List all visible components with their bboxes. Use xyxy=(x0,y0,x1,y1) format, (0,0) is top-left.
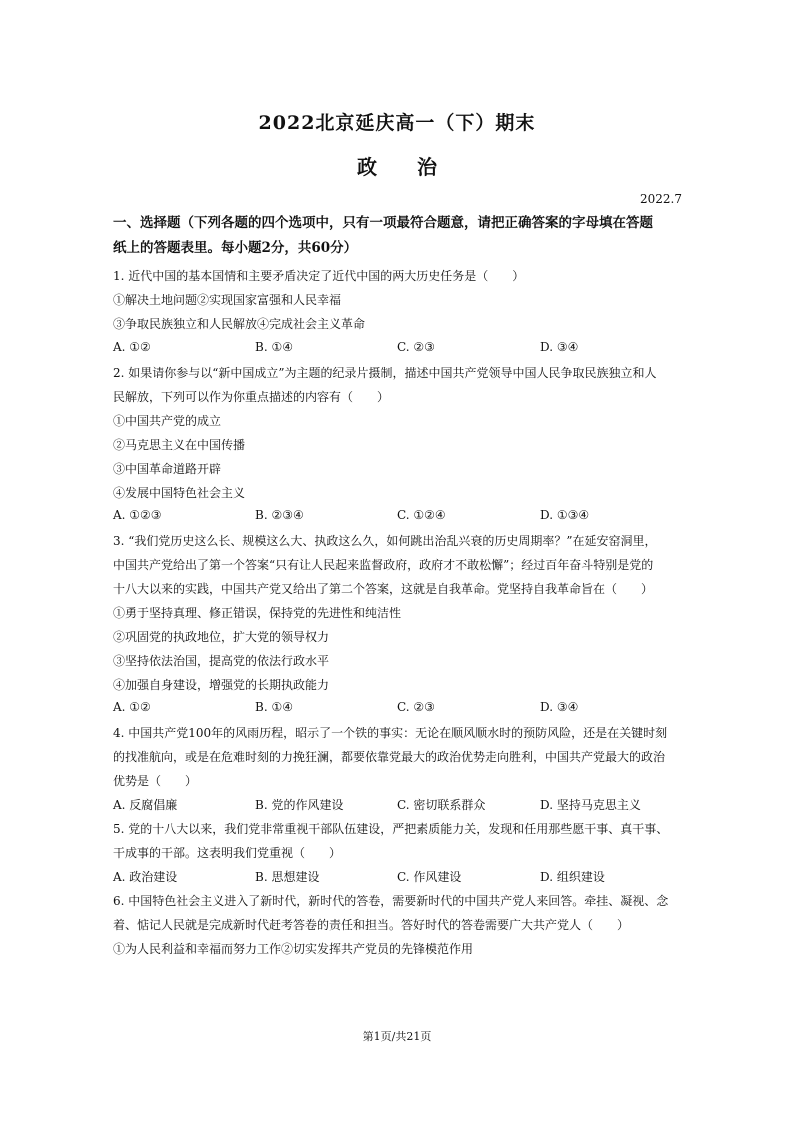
section-heading xyxy=(113,211,683,261)
q5-stem: 5. 党的十八大以来，我们党非常重视干部队伍建设，严把素质能力关，发现和任用那些愿干事、真干事、 xyxy=(113,822,669,836)
exam-title: 2022北京延庆高一（下）期末 xyxy=(258,112,536,134)
q2-item: ③中国革命道路开辟 xyxy=(113,462,222,476)
q2-stem: 民解放，下列可以作为你重点描述的内容有（ ） xyxy=(113,390,390,404)
option-d: D. 坚持马克思主义 xyxy=(540,798,641,812)
q3-stem: 3. “我们党历史这么长、规模这么大、执政这么久，如何跳出治乱兴衰的历史周期率？”在延安窑洞里， xyxy=(113,534,657,548)
q4-options xyxy=(113,796,685,812)
option-b: B. ①④ xyxy=(255,700,293,714)
option-d: D. 组织建设 xyxy=(540,870,605,884)
q6-stem: 着、惦记人民就是完成新时代赶考答卷的责任和担当。答好时代的答卷需要广大共产党人（ ） xyxy=(113,918,630,932)
q5-options xyxy=(113,868,685,884)
option-c: C. ②③ xyxy=(397,700,435,714)
q1-item: ③争取民族独立和人民解放④完成社会主义革命 xyxy=(113,317,366,331)
option-b: B. 党的作风建设 xyxy=(255,798,344,812)
q2-item: ①中国共产党的成立 xyxy=(113,414,222,428)
q3-options xyxy=(113,700,685,716)
q1-stem: 1. 近代中国的基本国情和主要矛盾决定了近代中国的两大历史任务是（ ） xyxy=(113,269,525,283)
option-c: C. ①②④ xyxy=(397,508,446,522)
option-b: B. ②③④ xyxy=(255,508,304,522)
option-c: C. 密切联系群众 xyxy=(397,798,486,812)
q2-item: ④发展中国特色社会主义 xyxy=(113,486,246,500)
option-b: B. 思想建设 xyxy=(255,870,320,884)
q6-item: ①为人民利益和幸福而努力工作②切实发挥共产党员的先锋模范作用 xyxy=(113,942,474,956)
q3-item: ①勇于坚持真理、修正错误，保持党的先进性和纯洁性 xyxy=(113,606,402,620)
option-b: B. ①④ xyxy=(255,340,293,354)
option-a: A. 政治建设 xyxy=(113,870,178,884)
section-heading-line1: 一、选择题（下列各题的四个选项中，只有一项最符合题意，请把正确答案的字母填在答题 xyxy=(113,215,653,231)
option-d: D. ③④ xyxy=(540,700,579,714)
option-d: D. ③④ xyxy=(540,340,579,354)
q2-stem: 2. 如果请你参与以“新中国成立”为主题的纪录片摄制，描述中国共产党领导中国人民争取民族独立和人 xyxy=(113,366,657,380)
q4-stem: 优势是（ ） xyxy=(113,774,198,788)
q1-options xyxy=(113,340,685,356)
q2-item: ②马克思主义在中国传播 xyxy=(113,438,246,452)
option-a: A. ①② xyxy=(113,700,151,714)
page-number: 第1页/共21页 xyxy=(362,1030,432,1043)
option-c: C. ②③ xyxy=(397,340,435,354)
q1-item: ①解决土地问题②实现国家富强和人民幸福 xyxy=(113,293,342,307)
q4-stem: 4. 中国共产党100年的风雨历程，昭示了一个铁的事实：无论在顺风顺水时的预防风险，还是在关键时刻 xyxy=(113,726,668,740)
section-heading-line2: 纸上的答题表里。每小题2分，共60分） xyxy=(113,240,358,256)
q4-stem: 的找准航向，或是在危难时刻的力挽狂澜，都要依靠党最大的政治优势走向胜利，中国共产党最大的政治 xyxy=(113,750,666,764)
q2-options xyxy=(113,508,685,524)
subject-title: 政治 xyxy=(357,155,477,179)
q3-item: ③坚持依法治国，提高党的依法行政水平 xyxy=(113,654,330,668)
q3-item: ②巩固党的执政地位，扩大党的领导权力 xyxy=(113,630,330,644)
q3-stem: 中国共产党给出了第一个答案“只有让人民起来监督政府，政府才不敢松懈”；经过百年奋斗特别是党的 xyxy=(113,558,654,572)
q3-item: ④加强自身建设，增强党的长期执政能力 xyxy=(113,678,330,692)
option-a: A. ①② xyxy=(113,340,151,354)
option-c: C. 作风建设 xyxy=(397,870,462,884)
option-d: D. ①③④ xyxy=(540,508,590,522)
q3-stem: 十八大以来的实践，中国共产党又给出了第二个答案，这就是自我革命。党坚持自我革命旨在（ ） xyxy=(113,582,654,596)
option-a: A. ①②③ xyxy=(113,508,162,522)
option-a: A. 反腐倡廉 xyxy=(113,798,178,812)
q5-stem: 干成事的干部。这表明我们党重视（ ） xyxy=(113,846,342,860)
q6-stem: 6. 中国特色社会主义进入了新时代，新时代的答卷，需要新时代的中国共产党人来回答。牵挂、凝视、念 xyxy=(113,894,669,908)
exam-date: 2022.7 xyxy=(640,192,682,206)
